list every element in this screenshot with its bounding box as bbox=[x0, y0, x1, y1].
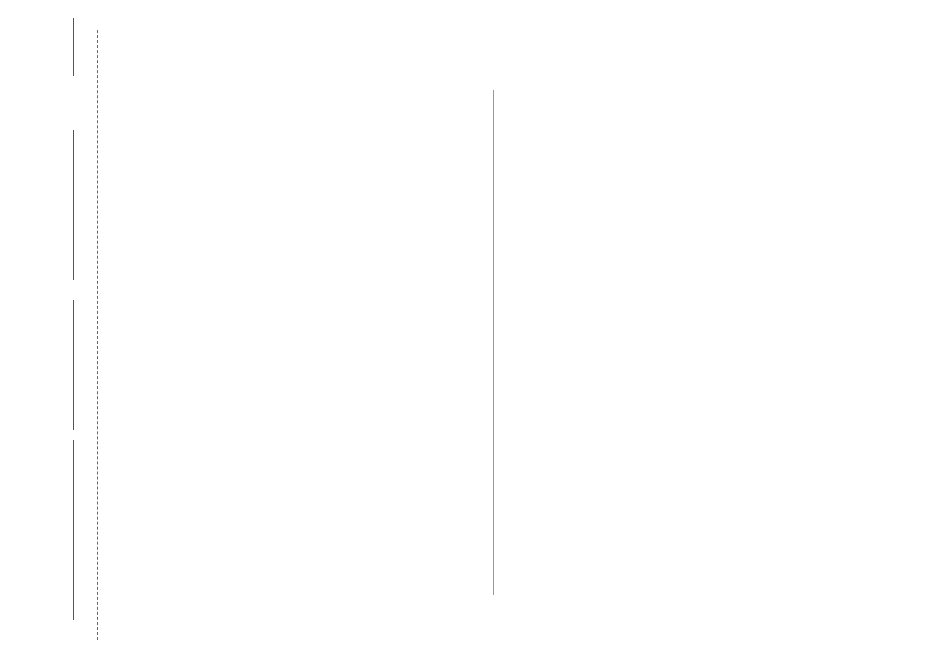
school-underline bbox=[73, 440, 74, 620]
grade-major-underline bbox=[73, 300, 74, 430]
right-question-column bbox=[525, 92, 875, 103]
seal-dashed-line bbox=[97, 30, 98, 640]
name-underline bbox=[73, 130, 74, 280]
student-id-underline bbox=[73, 18, 74, 76]
column-divider bbox=[493, 90, 494, 595]
binding-margin bbox=[0, 0, 112, 672]
